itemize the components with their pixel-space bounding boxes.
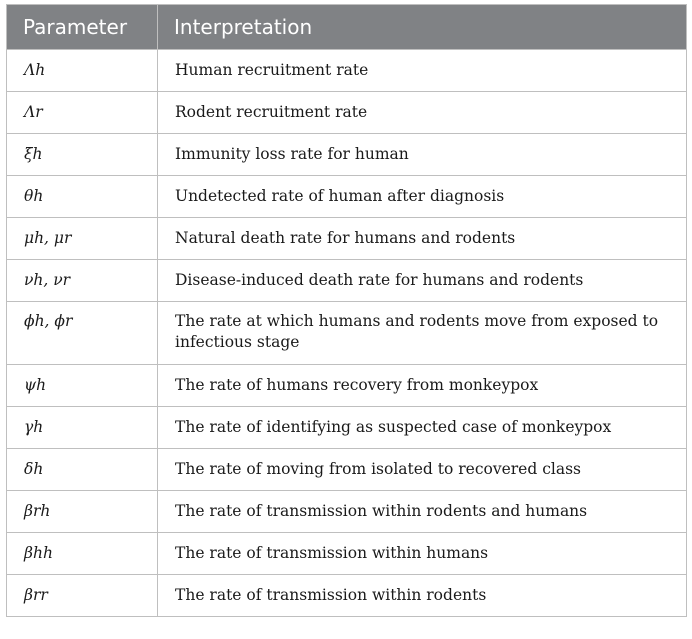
parameter-symbol: νh, νr bbox=[7, 260, 158, 302]
table-row bbox=[7, 365, 687, 407]
parameter-interpretation: Human recruitment rate bbox=[158, 50, 687, 92]
table-row bbox=[7, 134, 687, 176]
parameter-interpretation: Rodent recruitment rate bbox=[158, 92, 687, 134]
parameter-symbol: μh, μr bbox=[7, 218, 158, 260]
header-row bbox=[7, 5, 687, 50]
table-row bbox=[7, 533, 687, 575]
parameter-symbol: βrh bbox=[7, 491, 158, 533]
parameter-symbol: δh bbox=[7, 449, 158, 491]
parameter-symbol: Λh bbox=[7, 50, 158, 92]
header-interpretation: Interpretation bbox=[158, 5, 687, 50]
parameter-interpretation: Immunity loss rate for human bbox=[158, 134, 687, 176]
parameter-interpretation: Undetected rate of human after diagnosis bbox=[158, 176, 687, 218]
parameter-interpretation: Natural death rate for humans and rodents bbox=[158, 218, 687, 260]
table-row bbox=[7, 50, 687, 92]
parameter-interpretation: The rate of transmission within humans bbox=[158, 533, 687, 575]
parameter-symbol: θh bbox=[7, 176, 158, 218]
parameter-table bbox=[6, 4, 687, 617]
table-row bbox=[7, 260, 687, 302]
parameter-symbol: βhh bbox=[7, 533, 158, 575]
table-row bbox=[7, 176, 687, 218]
table-row bbox=[7, 407, 687, 449]
table-body bbox=[7, 50, 687, 617]
parameter-interpretation: Disease-induced death rate for humans and rodents bbox=[158, 260, 687, 302]
table-row bbox=[7, 449, 687, 491]
parameter-interpretation: The rate of humans recovery from monkeypox bbox=[158, 365, 687, 407]
parameter-symbol: ξh bbox=[7, 134, 158, 176]
parameter-symbol: γh bbox=[7, 407, 158, 449]
parameter-interpretation: The rate of identifying as suspected case of monkeypox bbox=[158, 407, 687, 449]
table-header bbox=[7, 5, 687, 50]
parameter-interpretation: The rate of transmission within rodents bbox=[158, 575, 687, 617]
parameter-interpretation: The rate of moving from isolated to recovered class bbox=[158, 449, 687, 491]
parameter-interpretation: The rate at which humans and rodents move from exposed to infectious stage bbox=[158, 302, 687, 365]
table-row bbox=[7, 491, 687, 533]
table-row bbox=[7, 218, 687, 260]
header-parameter: Parameter bbox=[7, 5, 158, 50]
parameter-symbol: ψh bbox=[7, 365, 158, 407]
parameter-interpretation: The rate of transmission within rodents and humans bbox=[158, 491, 687, 533]
table-row bbox=[7, 92, 687, 134]
parameter-symbol: ϕh, ϕr bbox=[7, 302, 158, 365]
table-row bbox=[7, 575, 687, 617]
table-row bbox=[7, 302, 687, 365]
parameter-symbol: Λr bbox=[7, 92, 158, 134]
parameter-symbol: βrr bbox=[7, 575, 158, 617]
